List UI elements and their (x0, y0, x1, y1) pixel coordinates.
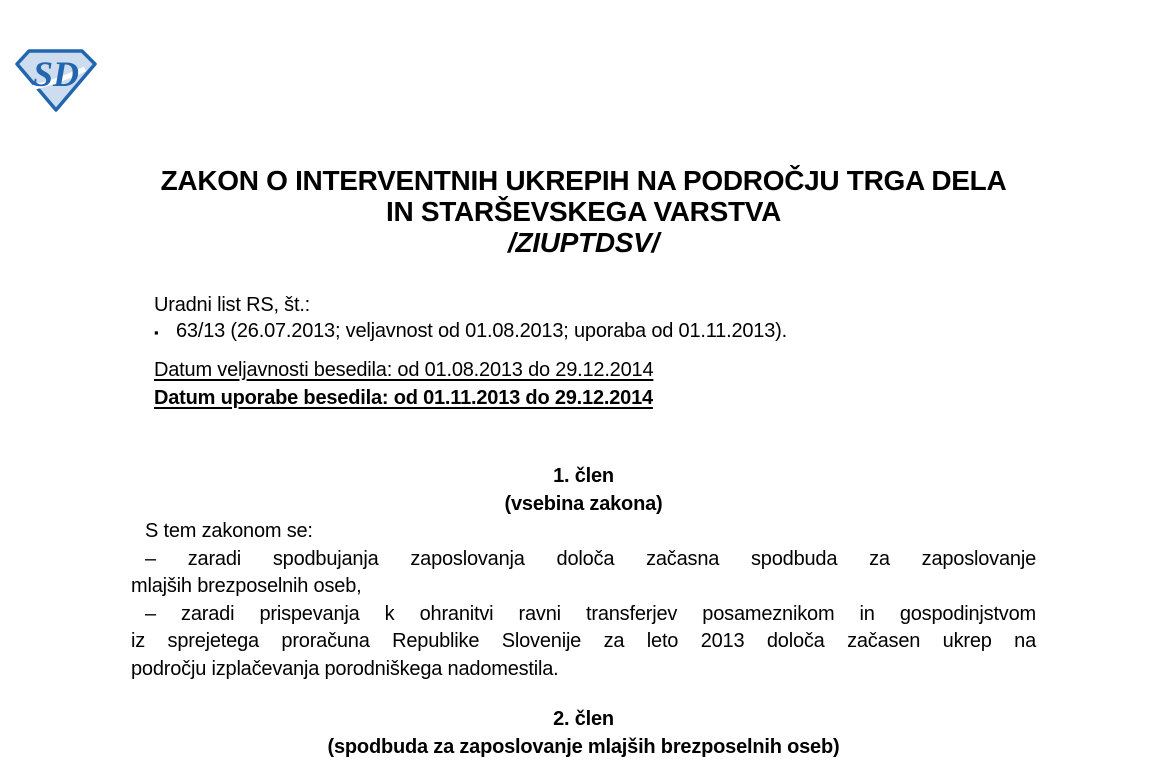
square-bullet-icon: ▪ (154, 319, 176, 346)
article-2-number: 2. člen (131, 706, 1036, 734)
validity-block (154, 357, 1036, 412)
article-2-header (131, 706, 1036, 761)
article-1-number: 1. člen (131, 463, 1036, 491)
article-1-header (131, 463, 1036, 518)
logo-letters: SD (33, 54, 79, 94)
article-1-body (131, 518, 1036, 683)
title-line-2: IN STARŠEVSKEGA VARSTVA (131, 196, 1036, 227)
body-line: – zaradi spodbujanja zaposlovanja določa začasna spodbuda za zaposlovanje (131, 546, 1036, 574)
article-1-subtitle: (vsebina zakona) (131, 491, 1036, 519)
validity-date-line: Datum veljavnosti besedila: od 01.08.2013 do 29.12.2014 (154, 357, 1036, 385)
body-line: mlajših brezposelnih oseb, (131, 573, 1036, 601)
body-line: področju izplačevanja porodniškega nadomestila. (131, 656, 1036, 684)
body-line: iz sprejetega proračuna Republike Slovenije za leto 2013 določa začasen ukrep na (131, 628, 1036, 656)
sd-shield-logo-icon (15, 49, 97, 112)
body-line: S tem zakonom se: (131, 518, 1036, 546)
title-line-1: ZAKON O INTERVENTNIH UKREPIH NA PODROČJU TRGA DELA (131, 165, 1036, 196)
gazette-list-item (154, 318, 1036, 346)
article-2-subtitle: (spodbuda za zaposlovanje mlajših brezposelnih oseb) (131, 734, 1036, 761)
document-content (131, 0, 1036, 761)
title-acronym: /ZIUPTDSV/ (131, 227, 1036, 258)
gazette-label: Uradni list RS, št.: (154, 292, 1036, 318)
body-line: – zaradi prispevanja k ohranitvi ravni transferjev posameznikom in gospodinjstvom (131, 601, 1036, 629)
gazette-item-text: 63/13 (26.07.2013; veljavnost od 01.08.2013; uporaba od 01.11.2013). (176, 318, 787, 345)
document-title (131, 165, 1036, 258)
usage-date-line: Datum uporabe besedila: od 01.11.2013 do 29.12.2014 (154, 385, 1036, 413)
